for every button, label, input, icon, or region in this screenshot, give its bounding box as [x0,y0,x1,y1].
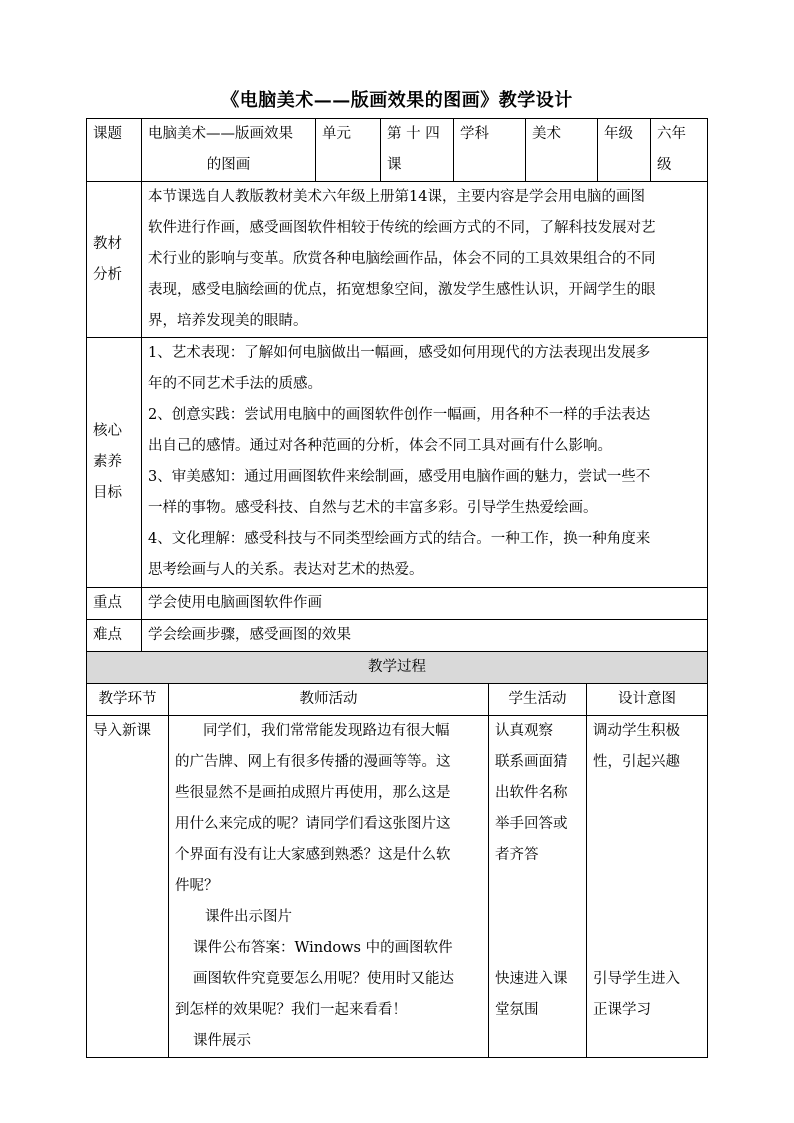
intent-line: 调动学生积极 [593,723,680,739]
teacher-activity [169,716,489,1058]
material-line: 软件进行作画，感受画图软件相较于传统的绘画方式的不同，了解科技发展对艺 [148,220,656,236]
core-label-line: 核心 [93,423,122,439]
grade-value-line: 级 [657,157,672,173]
lesson-info-table [86,118,708,652]
subject-label: 学科 [454,119,526,182]
process-header-row [87,684,708,716]
core-label [87,338,142,588]
key-value: 学会使用电脑画图软件作画 [142,588,708,620]
student-activity [489,716,587,1058]
lesson-value-line: 电脑美术——版画效果 [148,126,293,142]
grade-value-line: 六年 [657,126,686,142]
key-row [87,588,708,620]
material-content [142,182,708,338]
intent-line: 引导学生进入 [593,971,680,987]
grade-label: 年级 [598,119,651,182]
material-line: 界，培养发现美的眼睛。 [148,313,308,329]
teacher-line: 用什么来完成的呢？请同学们看这张图片这 [175,816,451,832]
core-line: 年的不同艺术手法的质感。 [148,376,322,392]
core-label-line: 素养 [93,454,122,470]
teacher-line: 课件出示图片 [205,909,292,925]
core-line: 出自己的感情。通过对各种范画的分析，体会不同工具对画有什么影响。 [148,438,612,454]
difficulty-label: 难点 [87,620,142,652]
teacher-line: 到怎样的效果呢？我们一起来看看！ [175,1002,407,1018]
key-label: 重点 [87,588,142,620]
lesson-label: 课题 [87,119,142,182]
process-heading-row [87,652,708,684]
teacher-line: 课件展示 [193,1033,251,1049]
teacher-line: 些很显然不是画拍成照片再使用，那么这是 [175,785,451,801]
spacer [495,871,580,964]
teacher-line: 个界面有没有让大家感到熟悉？这是什么软 [175,847,451,863]
material-label-line: 分析 [93,266,122,283]
process-table [86,651,708,1058]
design-intent [587,716,708,1058]
process-heading: 教学过程 [87,652,708,684]
material-label [87,182,142,338]
student-line: 联系画面猜 [495,754,568,770]
core-line: 1、艺术表现：了解如何电脑做出一幅画，感受如何用现代的方法表现出发展多 [148,345,651,361]
teacher-line: 画图软件究竟要怎么用呢？使用时又能达 [193,971,454,987]
core-content [142,338,708,588]
unit-value [381,119,454,182]
student-line: 者齐答 [495,847,539,863]
col-teacher-header: 教师活动 [169,684,489,716]
core-line: 一样的事物。感受科技、自然与艺术的丰富多彩。引导学生热爱绘画。 [148,500,598,516]
material-line: 本节课选自人教版教材美术六年级上册第14课，主要内容是学会用电脑的画图 [148,189,645,205]
material-label-line: 教材 [93,235,122,252]
student-line: 认真观察 [495,723,553,739]
unit-value-line: 课 [387,157,402,173]
student-line: 堂氛围 [495,1002,539,1018]
teacher-line: 的广告牌、网上有很多传播的漫画等等。这 [175,754,451,770]
intent-line: 性，引起兴趣 [593,754,680,770]
teacher-line: 同学们，我们常常能发现路边有很大幅 [203,723,450,739]
col-intent-header: 设计意图 [587,684,708,716]
core-line: 2、创意实践：尝试用电脑中的画图软件创作一幅画，用各种不一样的手法表达 [148,407,651,423]
difficulty-row [87,620,708,652]
lesson-value [142,119,316,182]
core-label-line: 目标 [93,485,122,501]
student-line: 举手回答或 [495,816,568,832]
difficulty-value: 学会绘画步骤，感受画图的效果 [142,620,708,652]
core-line: 4、文化理解：感受科技与不同类型绘画方式的结合。一种工作，换一种角度来 [148,531,651,547]
lesson-value-line: 的图画 [206,157,251,173]
student-line: 出软件名称 [495,785,568,801]
unit-value-line: 第 十 四 [387,126,440,142]
col-stage-header: 教学环节 [87,684,169,716]
page-title: 《电脑美术——版画效果的图画》教学设计 [221,90,573,111]
spacer [593,778,701,964]
lesson-row [87,119,708,182]
grade-value [651,119,708,182]
material-line: 表现，感受电脑绘画的优点，拓宽想象空间，激发学生感性认识，开阔学生的眼 [148,282,656,298]
unit-label: 单元 [316,119,381,182]
teacher-line: 件呢？ [175,878,219,894]
teacher-line: 课件公布答案：Windows 中的画图软件 [193,940,453,956]
stage-cell: 导入新课 [87,716,169,1058]
core-line: 3、审美感知：通过用画图软件来绘制画，感受用电脑作画的魅力，尝试一些不 [148,469,651,485]
material-line: 术行业的影响与变革。欣赏各种电脑绘画作品，体会不同的工具效果组合的不同 [148,251,656,267]
student-line: 快速进入课 [495,971,568,987]
material-row [87,182,708,338]
intent-line: 正课学习 [593,1002,651,1018]
core-line: 思考绘画与人的关系。表达对艺术的热爱。 [148,562,424,578]
col-student-header: 学生活动 [489,684,587,716]
subject-value: 美术 [526,119,598,182]
intro-row [87,716,708,1058]
core-row [87,338,708,588]
